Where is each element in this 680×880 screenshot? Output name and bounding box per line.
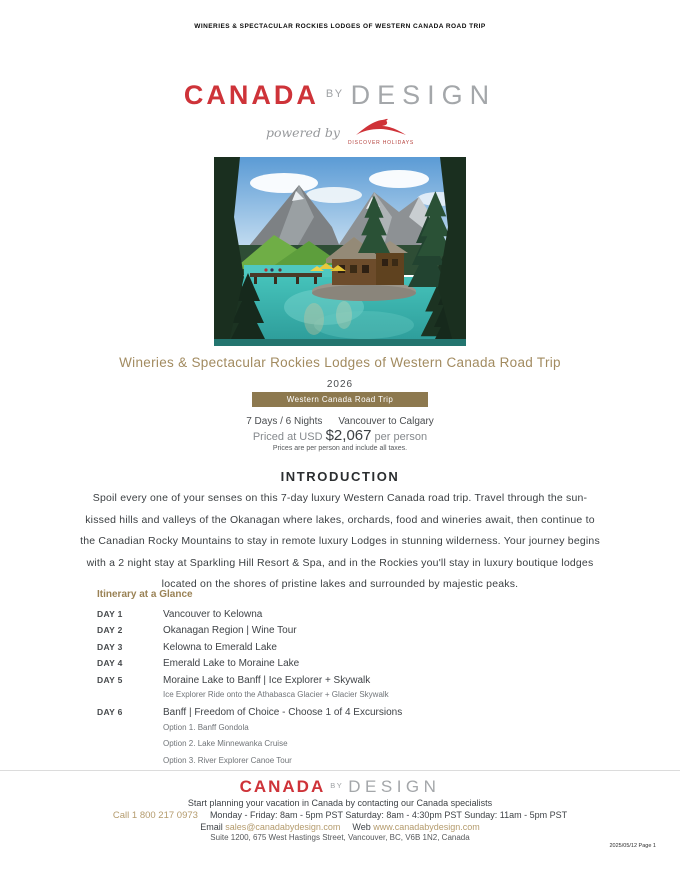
day-sub-item: Ice Explorer Ride onto the Athabasca Glacier + Glacier Skywalk [163,689,389,699]
trip-year: 2026 [326,379,354,390]
day-label: DAY 6 [97,707,123,718]
itinerary-day-row [97,638,557,654]
trip-title: Wineries & Spectacular Rockies Lodges of Western Canada Road Trip [119,355,561,370]
trip-duration-line [0,416,680,427]
day-title: Emerald Lake to Moraine Lake [163,658,300,670]
day-title: Banff | Freedom of Choice - Choose 1 of 4 Excursions [163,707,403,719]
powered-logo-name: DISCOVER HOLIDAYS [348,140,415,146]
footer-tagline: Start planning your vacation in Canada by contacting our Canada specialists [187,798,493,808]
day-sub-item: Option 2. Lake Minnewanka Cruise [163,739,288,749]
itinerary-heading: Itinerary at a Glance [97,589,193,600]
mountain-swoosh-icon [352,117,410,139]
day-label: DAY 1 [97,609,123,619]
day-sub-item: Option 1. Banff Gondola [163,722,249,732]
discover-holidays-logo [348,117,414,146]
emerald-lake-photo-illustration [214,157,466,346]
day-title: Moraine Lake to Banff | Ice Explorer + Skywalk [163,674,371,686]
day-label: DAY 2 [97,625,123,636]
footer-contact-line [0,822,680,832]
itinerary-day-row [97,654,557,670]
footer-email-link[interactable]: sales@canadabydesign.com [225,822,341,832]
page-date-number: 2025/05/12 Page 1 [609,843,656,849]
day-title: Okanagan Region | Wine Tour [163,625,297,637]
footer-web-link[interactable]: www.canadabydesign.com [373,822,480,832]
hero-photo [214,157,466,346]
day-sub-item: Option 3. River Explorer Canoe Tour [163,755,292,765]
running-header: WINERIES & SPECTACULAR ROCKIES LODGES OF WESTERN CANADA ROAD TRIP [194,23,486,30]
itinerary-day-row [97,671,557,687]
day-label: DAY 4 [97,658,123,669]
footer-email-label: Email [200,822,226,832]
introduction-heading: INTRODUCTION [280,469,400,484]
trip-duration: 7 Days / 6 Nights [246,416,323,427]
day-title: Kelowna to Emerald Lake [163,641,277,653]
day-title: Vancouver to Kelowna [163,609,263,620]
footer-phone: Call 1 800 217 0973 [112,810,198,821]
footer-logo-by: BY [330,781,344,790]
introduction-body: Spoil every one of your senses on this 7-day luxury Western Canada road trip. Travel through the sun-kissed hills and valleys of the Okanagan where lakes, orchards, food and wineries await, then continue to the Canadian Rocky Mountains to stay in remote luxury Lodges in stunning wilderness. Your journey begins with a 2 night stay at Sparkling Hill Resort & Spa, and in the Rockies you'll stay in luxury boutique lodges located on the shores of pristine lakes and surrounded by majestic peaks. [80,492,600,590]
footer-divider [0,770,680,771]
footer-logo-design: DESIGN [348,777,441,796]
price-value: $2,067 [325,427,372,444]
brand-logo-design: DESIGN [350,80,497,110]
price-note: Prices are per person and include all taxes. [272,445,408,452]
day-label: DAY 3 [97,641,123,652]
trip-category-badge: Western Canada Road Trip [252,392,428,407]
day-label: DAY 5 [97,674,123,685]
brand-logo-by: BY [325,88,344,100]
trip-route: Vancouver to Calgary [338,416,434,427]
powered-by-block [0,117,680,146]
brand-logo-canada: CANADA [183,80,319,110]
brand-logo [0,80,680,111]
powered-by-text: powered by [265,125,340,140]
footer-address: Suite 1200, 675 West Hastings Street, Vancouver, BC, V6B 1N2, Canada [210,833,470,842]
price-prefix: Priced at USD [252,431,326,443]
itinerary-day-row [97,605,557,621]
price-suffix: per person [371,431,428,443]
footer-logo-canada: CANADA [239,777,326,796]
footer-web-label: Web [352,822,374,832]
itinerary-day-row [97,621,557,637]
footer-hours: Monday - Friday: 8am - 5pm PST Saturday: 8am - 4:30pm PST Sunday: 11am - 5pm PST [209,810,568,820]
footer-brand-logo [0,777,680,797]
trip-price-line [0,427,680,444]
footer-call-line [0,810,680,821]
itinerary-list [97,605,557,769]
itinerary-day-row [97,703,557,719]
